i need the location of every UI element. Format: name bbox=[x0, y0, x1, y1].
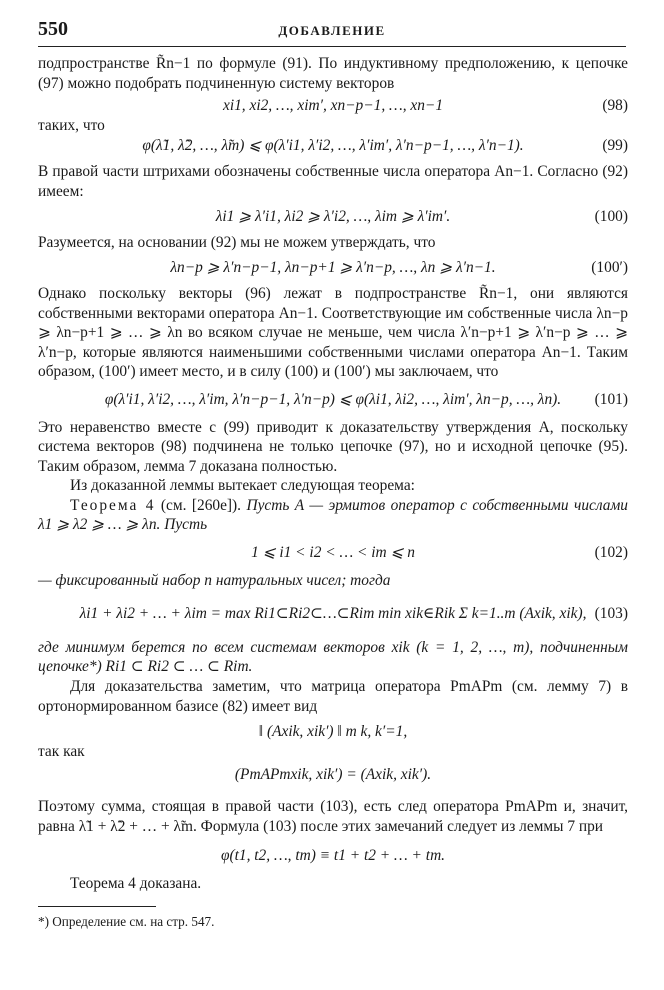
equation-text: λn−p ⩾ λ′n−p−1, λn−p+1 ⩾ λ′n−p, …, λn ⩾ λ′n−1. bbox=[170, 259, 496, 277]
paragraph: подпространстве R̃n−1 по формуле (91). По индуктивному предположению, к цепочке (97) можно подобрать подчиненную систему векторов bbox=[38, 55, 628, 92]
equation-text: (PmAPmxik, xik′) = (Axik, xik′). bbox=[234, 766, 432, 784]
equation-number: (101) bbox=[594, 390, 628, 408]
theorem-statement bbox=[38, 496, 628, 535]
paragraph: Из доказанной леммы вытекает следующая теорема: bbox=[70, 477, 415, 495]
footnote-rule bbox=[38, 906, 156, 907]
equation-number: (100) bbox=[594, 208, 628, 226]
theorem-text: Пусть A — эрмитов оператор с собственными числами λ1 ⩾ λ2 ⩾ … ⩾ λn. Пусть bbox=[38, 496, 628, 534]
page-header bbox=[38, 18, 626, 42]
equation bbox=[38, 543, 628, 563]
equation bbox=[38, 604, 628, 624]
equation bbox=[38, 722, 628, 742]
paragraph: Поэтому сумма, стоящая в правой части (103), есть след оператора PmAPm и, значит, равна λ̃1 + λ̃2 + … + λ̃m. Формула (103) после этих замечаний следует из леммы 7 при bbox=[38, 798, 628, 835]
theorem-reference: (см. [260e]). bbox=[155, 496, 247, 514]
equation bbox=[38, 258, 628, 278]
footnote: *) Определение см. на стр. 547. bbox=[38, 914, 215, 929]
running-head: ДОБАВЛЕНИЕ bbox=[278, 23, 386, 38]
equation-text: φ(λ′i1, λ′i2, …, λ′im, λ′n−p−1, λ′n−p) ⩽ φ(λi1, λi2, …, λim′, λn−p, …, λn). bbox=[104, 390, 562, 408]
equation bbox=[38, 136, 628, 156]
equation bbox=[38, 390, 628, 410]
equation-text: 1 ⩽ i1 < i2 < … < im ⩽ n bbox=[251, 544, 415, 562]
equation-text: ‖ (Axik, xik′) ‖ m k, k′=1, bbox=[258, 723, 408, 741]
paragraph: Теорема 4 доказана. bbox=[70, 874, 202, 892]
equation-text: λi1 + λi2 + … + λim = max Ri1⊂Ri2⊂…⊂Rim min xik∈Rik Σ k=1..m (Axik, xik), bbox=[79, 605, 587, 623]
paragraph: таких, что bbox=[38, 116, 105, 134]
equation-number: (100′) bbox=[591, 259, 628, 277]
equation bbox=[38, 96, 628, 116]
header-rule bbox=[38, 46, 626, 47]
equation-number: (102) bbox=[594, 544, 628, 562]
paragraph: где минимум берется по всем системам векторов xik (k = 1, 2, …, m), подчиненным цепочке*) Ri1 ⊂ Ri2 ⊂ … ⊂ Rim. bbox=[38, 638, 628, 676]
equation-number: (99) bbox=[602, 137, 628, 155]
equation-text: λi1 ⩾ λ′i1, λi2 ⩾ λ′i2, …, λim ⩾ λ′im′. bbox=[215, 208, 451, 226]
paragraph: В правой части штрихами обозначены собственные числа оператора An−1. Согласно (92) имеем: bbox=[38, 162, 628, 200]
page-number: 550 bbox=[38, 18, 68, 40]
equation-text: φ(t1, t2, …, tm) ≡ t1 + t2 + … + tm. bbox=[220, 847, 446, 865]
equation-number: (98) bbox=[602, 97, 628, 115]
equation-text: xi1, xi2, …, xim′, xn−p−1, …, xn−1 bbox=[222, 97, 444, 115]
paragraph: — фиксированный набор n натуральных чисел; тогда bbox=[38, 571, 391, 589]
paragraph: так как bbox=[38, 742, 85, 760]
paragraph: Это неравенство вместе с (99) приводит к доказательству утверждения A, поскольку система векторов (98) подчинена не только цепочке (97), но и исходной цепочке (95). Таким образом, лемма 7 доказана полностью. bbox=[38, 418, 628, 475]
page-body bbox=[38, 54, 628, 893]
paragraph: Разумеется, на основании (92) мы не можем утверждать, что bbox=[38, 233, 436, 251]
theorem-label: Теорема 4 bbox=[70, 496, 156, 514]
equation bbox=[38, 846, 628, 866]
equation-text: φ(λ̃1, λ̃2, …, λ̃m) ⩽ φ(λ′i1, λ′i2, …, λ′im′, λ′n−p−1, …, λ′n−1). bbox=[142, 137, 524, 155]
paragraph: Однако поскольку векторы (96) лежат в подпространстве R̃n−1, они являются собственными векторами оператора An−1. Соответствующие им собственные числа λn−p ⩾ λn−p+1 ⩾ … ⩾ λn во всяком случае не меньше, чем числа λ′n−p+1 ⩾ λ′n−p ⩾ … ⩾ λ′n−p, которые являются наименьшими собственными числами оператора An−1. Таким образом, (100′) имеет место, и в силу (100) и (100′) мы заключаем, что bbox=[38, 284, 628, 381]
equation bbox=[38, 765, 628, 785]
equation-number: (103) bbox=[594, 605, 628, 623]
equation bbox=[38, 207, 628, 227]
paragraph: Для доказательства заметим, что матрица оператора PmAPm (см. лемму 7) в ортонормированном базисе (82) имеет вид bbox=[38, 678, 628, 715]
